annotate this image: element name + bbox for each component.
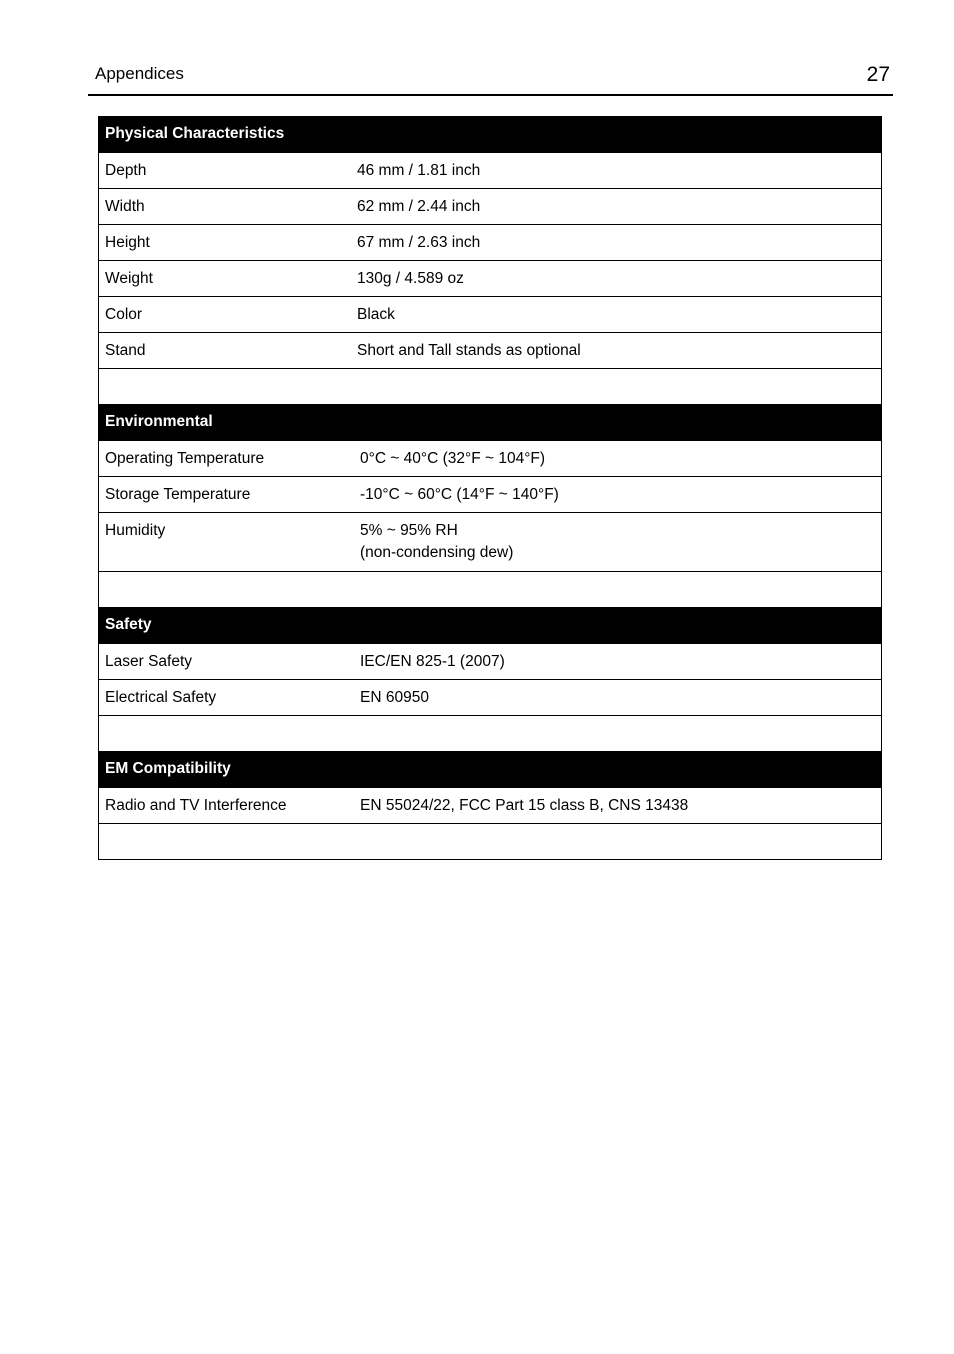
row-value-line: 5% ~ 95% RH — [360, 522, 458, 539]
table-row — [99, 476, 881, 512]
page-number: 27 — [866, 63, 890, 86]
row-label: Storage Temperature — [105, 486, 251, 503]
table-row — [99, 512, 881, 571]
row-value: 46 mm / 1.81 inch — [357, 162, 481, 179]
table-row — [99, 152, 881, 188]
row-value: EN 55024/22, FCC Part 15 class B, CNS 13438 — [360, 797, 689, 814]
row-value: EN 60950 — [360, 689, 429, 706]
empty-row — [99, 823, 881, 859]
specifications-table — [98, 116, 882, 860]
section-header-safety: Safety — [99, 607, 881, 643]
row-label: Stand — [105, 342, 146, 359]
header-section-title: Appendices — [95, 64, 184, 83]
row-label: Width — [105, 198, 145, 215]
table-row — [99, 787, 881, 823]
row-label: Humidity — [105, 522, 166, 539]
row-label: Radio and TV Interference — [105, 797, 287, 814]
row-value: 62 mm / 2.44 inch — [357, 198, 481, 215]
row-label: Operating Temperature — [105, 450, 265, 467]
row-value: Short and Tall stands as optional — [357, 342, 581, 359]
row-value: Black — [357, 306, 395, 323]
table-row — [99, 188, 881, 224]
row-label: Laser Safety — [105, 653, 193, 670]
row-label: Height — [105, 234, 150, 251]
row-label: Weight — [105, 270, 153, 287]
row-value — [357, 513, 881, 571]
section-header-environmental: Environmental — [99, 404, 881, 440]
table-row — [99, 440, 881, 476]
table-row — [99, 679, 881, 715]
table-row — [99, 260, 881, 296]
empty-row — [99, 715, 881, 751]
row-value-line: (non-condensing dew) — [360, 544, 514, 561]
row-value: 67 mm / 2.63 inch — [357, 234, 481, 251]
row-label: Depth — [105, 162, 147, 179]
empty-row — [99, 368, 881, 404]
row-value: IEC/EN 825-1 (2007) — [360, 653, 505, 670]
row-label: Color — [105, 306, 143, 323]
table-row — [99, 224, 881, 260]
section-header-em-compatibility: EM Compatibility — [99, 751, 881, 787]
table-row — [99, 332, 881, 368]
row-value: 130g / 4.589 oz — [357, 270, 464, 287]
row-value: -10°C ~ 60°C (14°F ~ 140°F) — [360, 486, 559, 503]
section-header-physical: Physical Characteristics — [99, 116, 881, 152]
page-header — [88, 58, 893, 96]
row-value: 0°C ~ 40°C (32°F ~ 104°F) — [360, 450, 546, 467]
empty-row — [99, 571, 881, 607]
row-label: Electrical Safety — [105, 689, 217, 706]
table-row — [99, 296, 881, 332]
table-row — [99, 643, 881, 679]
